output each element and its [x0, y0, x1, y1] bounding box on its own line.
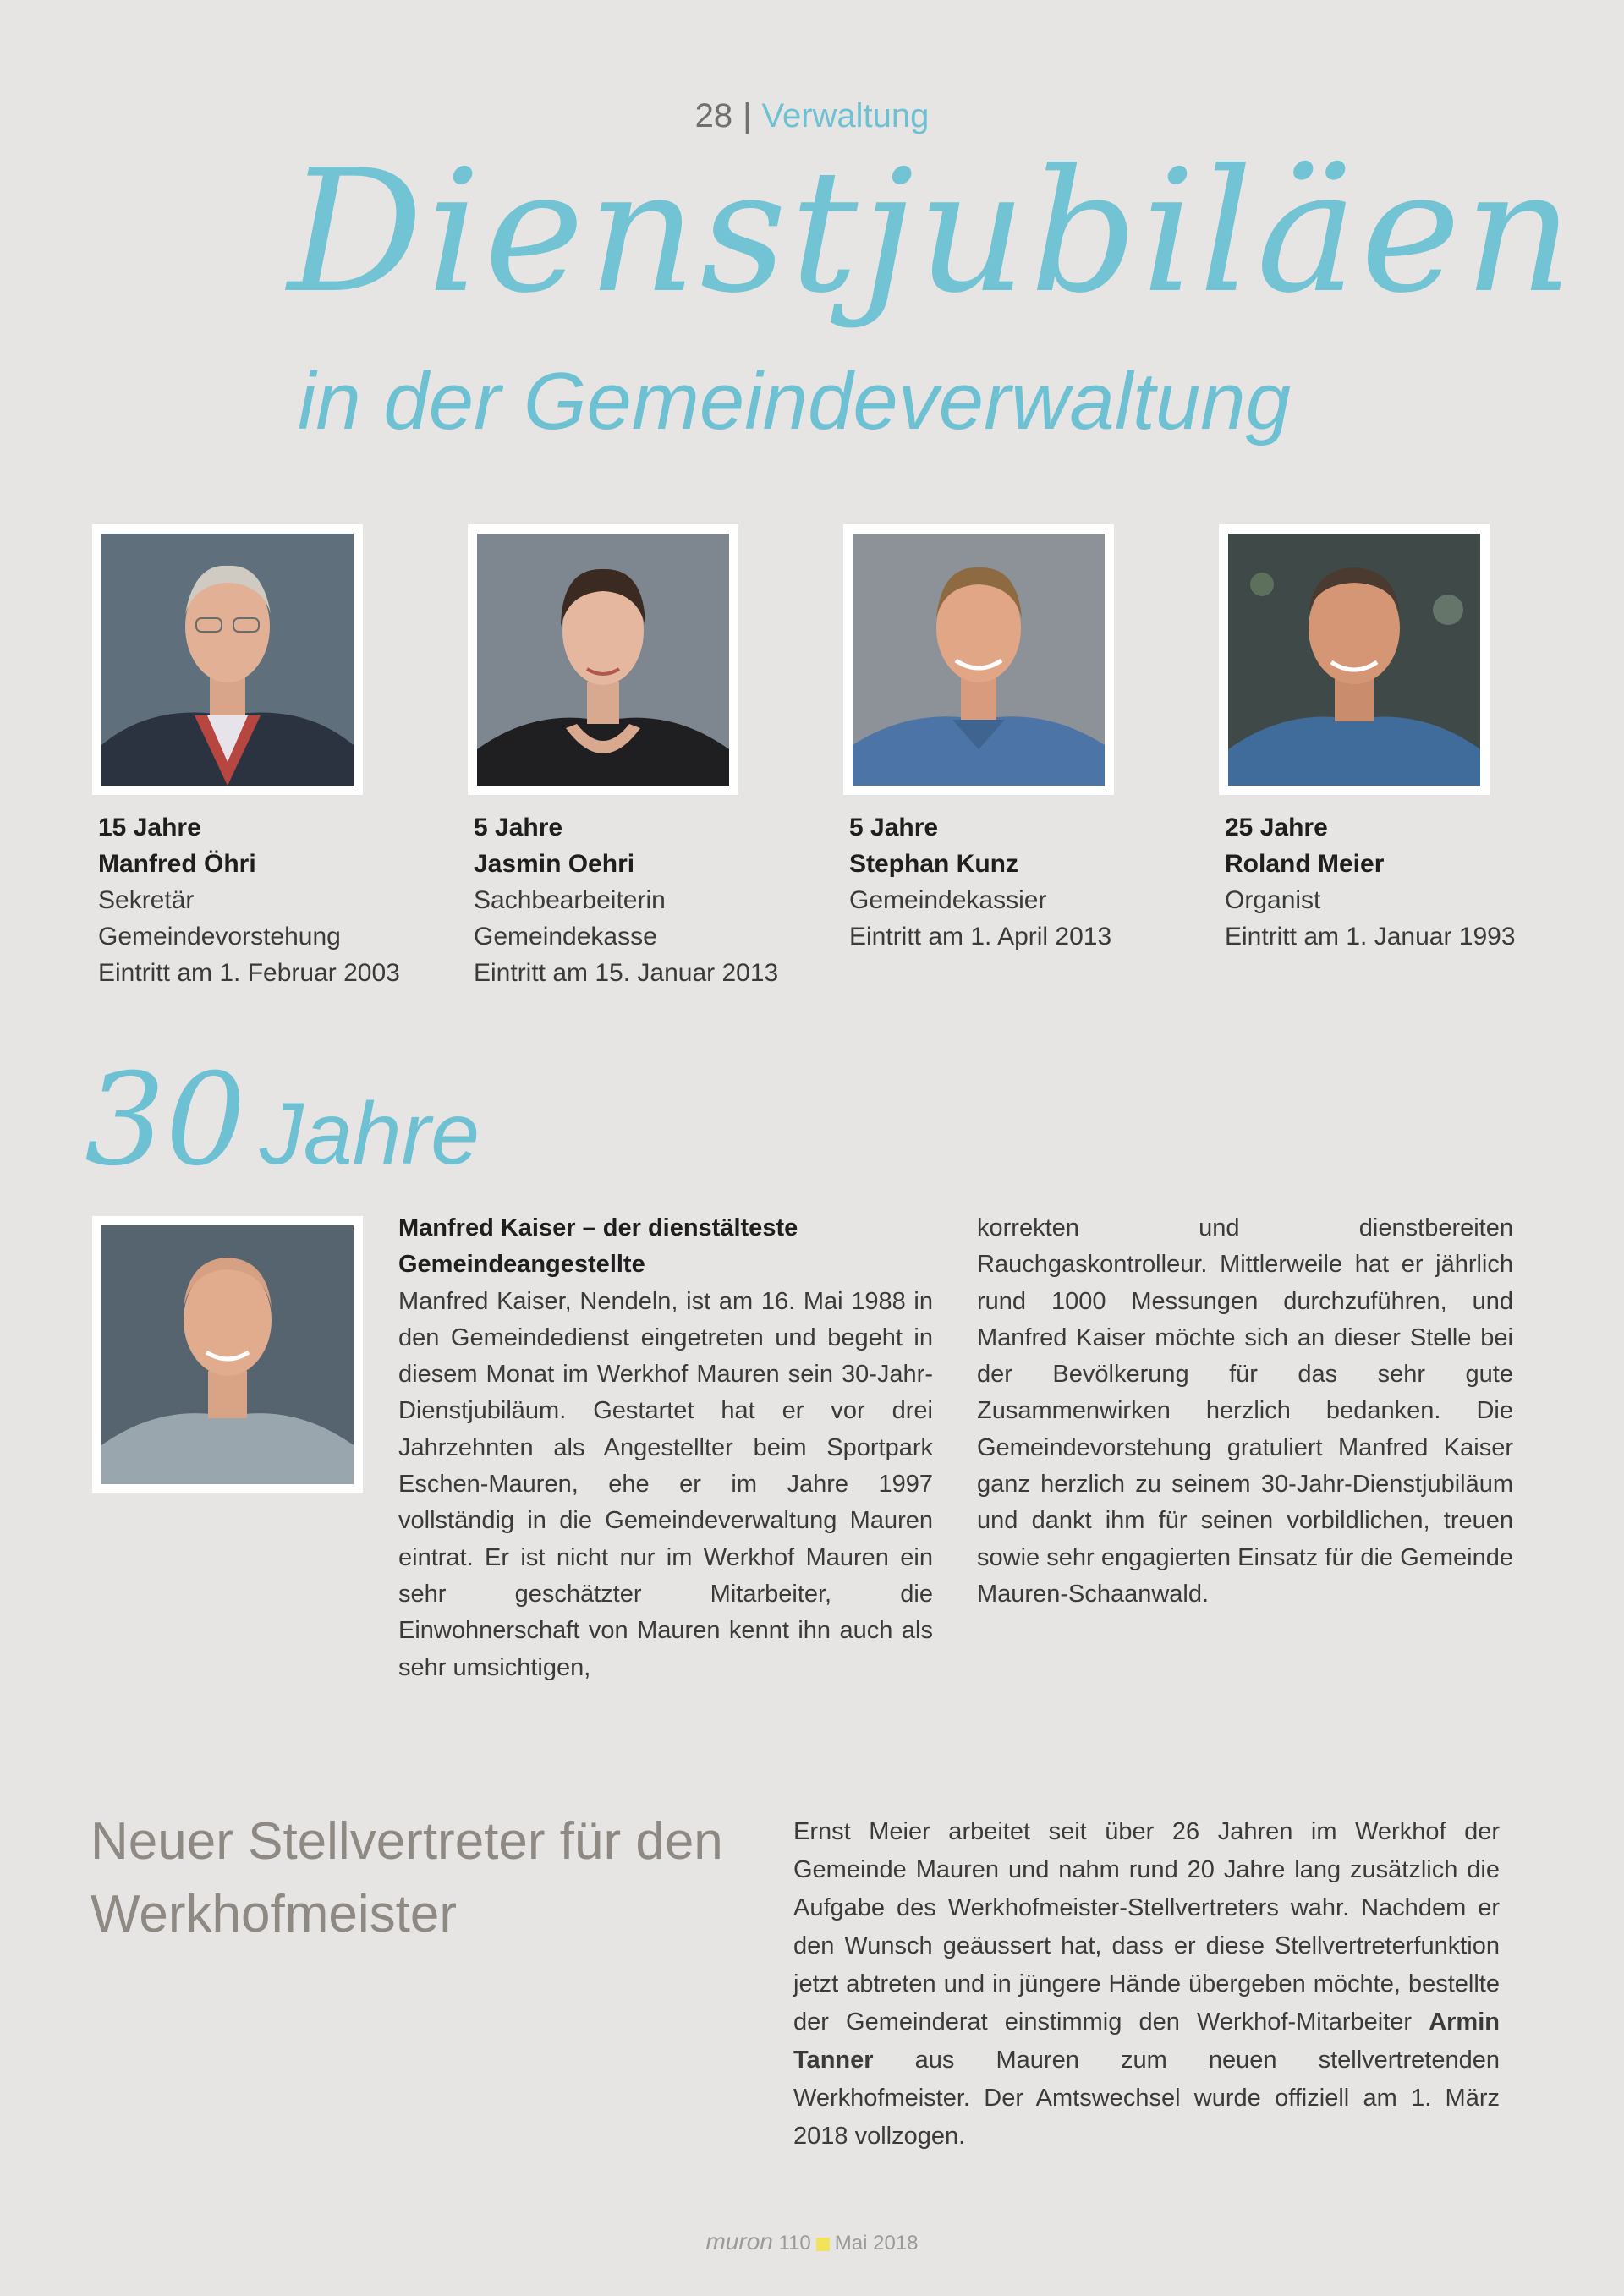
jubilee-years: 5 Jahre: [474, 814, 563, 841]
jubilee-entry: [474, 809, 829, 991]
jubilee-entry-date: Eintritt am 15. Januar 2013: [474, 959, 779, 987]
footer-date: Mai 2018: [834, 2232, 919, 2255]
stellvertreter-text-before: Ernst Meier arbeitet seit über 26 Jahren im Werkhof der Gemeinde Mauren und nahm rund 20 Jahre lang zusätzlich die Aufgabe des Werkhofmeister-Stellvertreters wahr. Nachdem er den Wunsch geäussert hat, dass er diese Stellvertreterfunktion jetzt abtreten und in jüngere Hände übergeben möchte, bestellte der Gemeinderat einstimmig den Werkhof-Mitarbeiter: [793, 1818, 1500, 2036]
portrait-image: [477, 534, 729, 786]
jubilee-department: Gemeindevorstehung: [98, 923, 341, 951]
section-heading-word: Jahre: [259, 1085, 480, 1183]
jubilee-name: Roland Meier: [1225, 850, 1385, 878]
jubilee-role: Sekretär: [98, 886, 195, 914]
jubilee-years: 5 Jahre: [849, 814, 939, 841]
article-headline: Manfred Kaiser – der dienstälteste Gemeindeangestellte: [398, 1214, 798, 1279]
portrait-photo-manfred-kaiser: [92, 1216, 363, 1493]
article-body-1: Manfred Kaiser, Nendeln, ist am 16. Mai 1988 in den Gemeindedienst eingetreten und begeht in diesem Monat im Werkhof Mauren sein 30-Jahr-Dienstjubiläum. Gestartet hat er vor drei Jahrzehnten als Angestellter beim Sportpark Eschen-Mauren, ehe er im Jahre 1997 vollständig in die Gemeindeverwaltung Mauren eintrat. Er ist nicht nur im Werkhof Mauren ein sehr geschätzter Mitarbeiter, die Einwohnerschaft von Mauren kennt ihn auch als sehr umsichtigen,: [398, 1287, 933, 1681]
jubilee-role: Sachbearbeiterin: [474, 886, 666, 914]
portrait-photo-roland-meier: [1219, 524, 1490, 795]
jubilee-entry-date: Eintritt am 1. Januar 1993: [1225, 923, 1516, 951]
jubilee-department: Gemeindekasse: [474, 923, 657, 951]
jubilee-entry: [98, 809, 453, 991]
stellvertreter-body: [793, 1813, 1500, 2156]
portrait-photo-stephan-kunz: [843, 524, 1114, 795]
jubilee-name: Stephan Kunz: [849, 850, 1018, 878]
footer-issue: 110: [778, 2232, 811, 2255]
page-number: 28: [694, 97, 733, 134]
section-heading-30-jahre: [85, 1047, 480, 1194]
jubilee-role: Gemeindekassier: [849, 886, 1047, 914]
portrait-image: [853, 534, 1105, 786]
page-header: [0, 97, 1624, 135]
jubilee-entry-date: Eintritt am 1. Februar 2003: [98, 959, 400, 987]
stellvertreter-text-after: aus Mauren zum neuen stellvertretenden Werkhofmeister. Der Amtswechsel wurde offiziell am 1. März 2018 vollzogen.: [793, 2047, 1500, 2150]
page-title-script: Dienstjubiläen: [288, 134, 1577, 331]
stellvertreter-heading: Neuer Stellvertreter für den Werkhofmeister: [91, 1812, 723, 1943]
portrait-image: [102, 1225, 354, 1484]
jubilee-entry: [849, 809, 1204, 955]
portrait-image: [102, 534, 354, 786]
jubilee-role: Organist: [1225, 886, 1321, 914]
page-title-subtitle: in der Gemeindeverwaltung: [298, 356, 1291, 447]
jubilee-years: 15 Jahre: [98, 814, 201, 841]
footer-square-icon: [816, 2238, 830, 2251]
jubilee-name: Jasmin Oehri: [474, 850, 635, 878]
page-footer: [0, 2228, 1624, 2255]
jubilee-years: 25 Jahre: [1225, 814, 1328, 841]
section-name: Verwaltung: [761, 97, 930, 134]
footer-brand: muron: [705, 2228, 773, 2255]
section-heading-number: 30: [85, 1047, 246, 1194]
portrait-photo-jasmin-oehri: [468, 524, 738, 795]
jubilee-entry-date: Eintritt am 1. April 2013: [849, 923, 1112, 951]
header-separator: |: [743, 97, 752, 134]
jubilee-name: Manfred Öhri: [98, 850, 256, 878]
portrait-image: [1228, 534, 1480, 786]
jubilee-entry: [1225, 809, 1580, 955]
portrait-photo-manfred-oehri: [92, 524, 363, 795]
article-column-2: [977, 1210, 1513, 1613]
article-body-2: korrekten und dienstbereiten Rauchgaskontrolleur. Mittlerweile hat er jährlich rund 1000 Messungen durchzuführen, und Manfred Kaiser möchte sich an dieser Stelle bei der Bevölkerung für das sehr gute Zusammenwirken herzlich bedanken. Die Gemeindevorstehung gratuliert Manfred Kaiser ganz herzlich zu seinem 30-Jahr-Dienstjubiläum und dankt ihm für seinen vorbildlichen, treuen sowie sehr engagierten Einsatz für die Gemeinde Mauren-Schaanwald.: [977, 1214, 1513, 1608]
article-column-1: [398, 1210, 933, 1686]
stellvertreter-name: Armin Tanner: [793, 2008, 1500, 2074]
